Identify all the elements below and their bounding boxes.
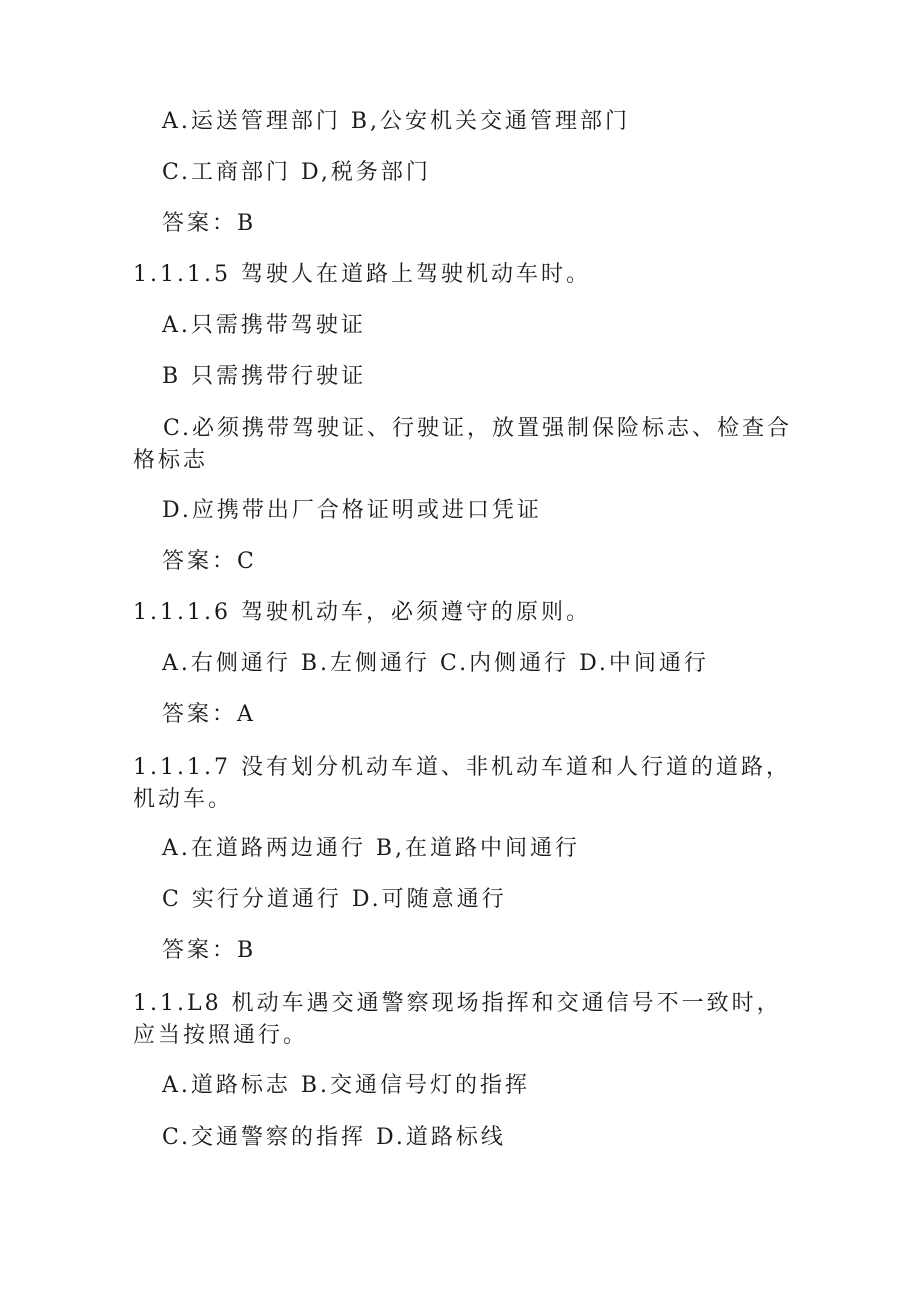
option-line: A.只需携带驾驶证 <box>162 313 366 338</box>
question-line: 1.1.1.5 驾驶人在道路上驾驶机动车时。 <box>133 262 591 287</box>
question-line: 1.1.1.7 没有划分机动车道、非机动车道和人行道的道路，机动车。 <box>133 755 791 812</box>
option-line: A.在道路两边通行 B,在道路中间通行 <box>162 836 581 861</box>
question-line: 1.1.1.6 驾驶机动车，必须遵守的原则。 <box>133 600 591 625</box>
answer-line: 答案：B <box>162 938 257 963</box>
answer-line: 答案：A <box>162 702 256 727</box>
option-line: C.工商部门 D,税务部门 <box>162 160 431 185</box>
option-line: A.运送管理部门 B,公安机关交通管理部门 <box>162 109 631 134</box>
option-line: C 实行分道通行 D.可随意通行 <box>162 887 507 912</box>
answer-line: 答案：C <box>162 549 257 574</box>
option-line: A.右侧通行 B.左侧通行 C.内侧通行 D.中间通行 <box>162 651 709 676</box>
question-line: 1.1.L8 机动车遇交通警察现场指挥和交通信号不一致时，应当按照通行。 <box>133 991 782 1048</box>
option-line: C.必须携带驾驶证、行驶证，放置强制保险标志、检查合格标志 <box>133 416 793 473</box>
option-line: D.应携带出厂合格证明或进口凭证 <box>162 498 542 523</box>
option-line: B 只需携带行驶证 <box>162 364 367 389</box>
option-line: A.道路标志 B.交通信号灯的指挥 <box>162 1073 531 1098</box>
answer-line: 答案：B <box>162 211 257 236</box>
option-line: C.交通警察的指挥 D.道路标线 <box>162 1125 506 1150</box>
